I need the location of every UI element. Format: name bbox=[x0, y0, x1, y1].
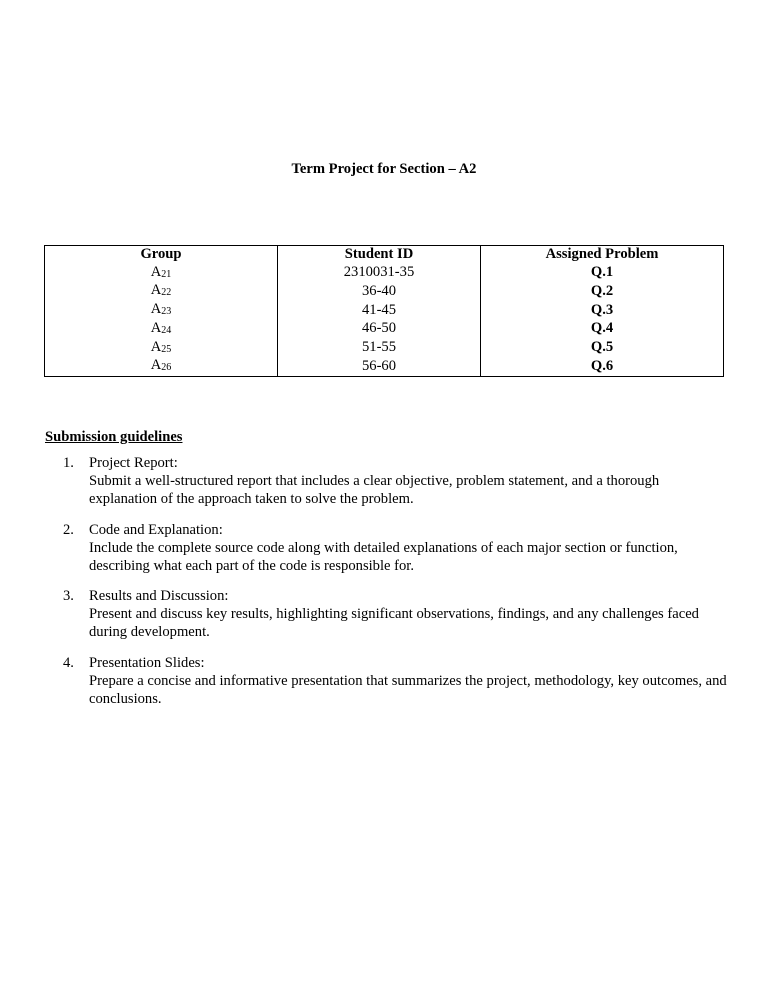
group-letter: A bbox=[150, 301, 162, 318]
list-item-number: 3. bbox=[63, 588, 74, 604]
column-header-assigned-problem: Assigned Problem bbox=[481, 246, 724, 264]
group-cell bbox=[45, 320, 278, 339]
list-item-text: Submit a well-structured report that includes a clear objective, problem statement, and a thorough explanation of the approach taken to solve the problem. bbox=[89, 473, 660, 507]
group-letter: A bbox=[150, 319, 162, 336]
group-letter: A bbox=[150, 357, 162, 374]
group-number: 22 bbox=[161, 287, 172, 299]
group-letter: A bbox=[150, 282, 162, 299]
list-item-title: Project Report: bbox=[89, 455, 178, 471]
group-cell bbox=[45, 264, 278, 283]
group-cell bbox=[45, 339, 278, 358]
list-item-title: Code and Explanation: bbox=[89, 521, 223, 538]
assigned-problem-cell: Q.6 bbox=[481, 357, 724, 376]
student-id-cell: 2310031-35 bbox=[278, 264, 481, 283]
list-item bbox=[63, 654, 729, 708]
student-id-cell: 36-40 bbox=[278, 282, 481, 301]
column-header-group: Group bbox=[45, 246, 278, 264]
list-item bbox=[63, 454, 729, 508]
student-id-cell: 41-45 bbox=[278, 301, 481, 320]
table-row bbox=[45, 264, 724, 283]
list-item-title: Presentation Slides: bbox=[89, 654, 205, 671]
table-row bbox=[45, 282, 724, 301]
submission-guidelines-heading: Submission guidelines bbox=[45, 429, 183, 445]
group-letter: A bbox=[150, 263, 162, 280]
assigned-problem-cell: Q.1 bbox=[481, 264, 724, 283]
group-number: 21 bbox=[161, 268, 172, 280]
assigned-problem-cell: Q.3 bbox=[481, 301, 724, 320]
group-assignment-table bbox=[44, 245, 724, 377]
table-row bbox=[45, 339, 724, 358]
assigned-problem-cell: Q.4 bbox=[481, 320, 724, 339]
group-number: 23 bbox=[161, 306, 172, 318]
table-row bbox=[45, 357, 724, 376]
list-item-title: Results and Discussion: bbox=[89, 588, 229, 604]
student-id-cell: 56-60 bbox=[278, 357, 481, 376]
guidelines-list bbox=[45, 454, 729, 720]
page-title: Term Project for Section – A2 bbox=[291, 161, 477, 177]
group-number: 26 bbox=[161, 362, 172, 374]
group-cell bbox=[45, 301, 278, 320]
assigned-problem-cell: Q.2 bbox=[481, 282, 724, 301]
list-item bbox=[63, 521, 729, 575]
list-item-text: Prepare a concise and informative presentation that summarizes the project, methodology, key outcomes, and conclusions. bbox=[89, 672, 727, 707]
group-number: 24 bbox=[161, 324, 172, 336]
group-letter: A bbox=[150, 338, 162, 355]
list-item-number: 2. bbox=[63, 521, 74, 538]
group-cell bbox=[45, 357, 278, 376]
table-row bbox=[45, 320, 724, 339]
group-cell bbox=[45, 282, 278, 301]
list-item-text: Present and discuss key results, highlighting significant observations, findings, and any challenges faced during development. bbox=[89, 606, 699, 640]
student-id-cell: 46-50 bbox=[278, 320, 481, 339]
list-item-number: 4. bbox=[63, 654, 74, 671]
group-number: 25 bbox=[161, 343, 172, 355]
list-item-number: 1. bbox=[63, 455, 74, 471]
list-item bbox=[63, 587, 729, 641]
table-header-row bbox=[45, 246, 724, 264]
list-item-text: Include the complete source code along with detailed explanations of each major section or function, describing what each part of the code is responsible for. bbox=[89, 539, 678, 574]
student-id-cell: 51-55 bbox=[278, 339, 481, 358]
assigned-problem-cell: Q.5 bbox=[481, 339, 724, 358]
column-header-student-id: Student ID bbox=[278, 246, 481, 264]
table-row bbox=[45, 301, 724, 320]
